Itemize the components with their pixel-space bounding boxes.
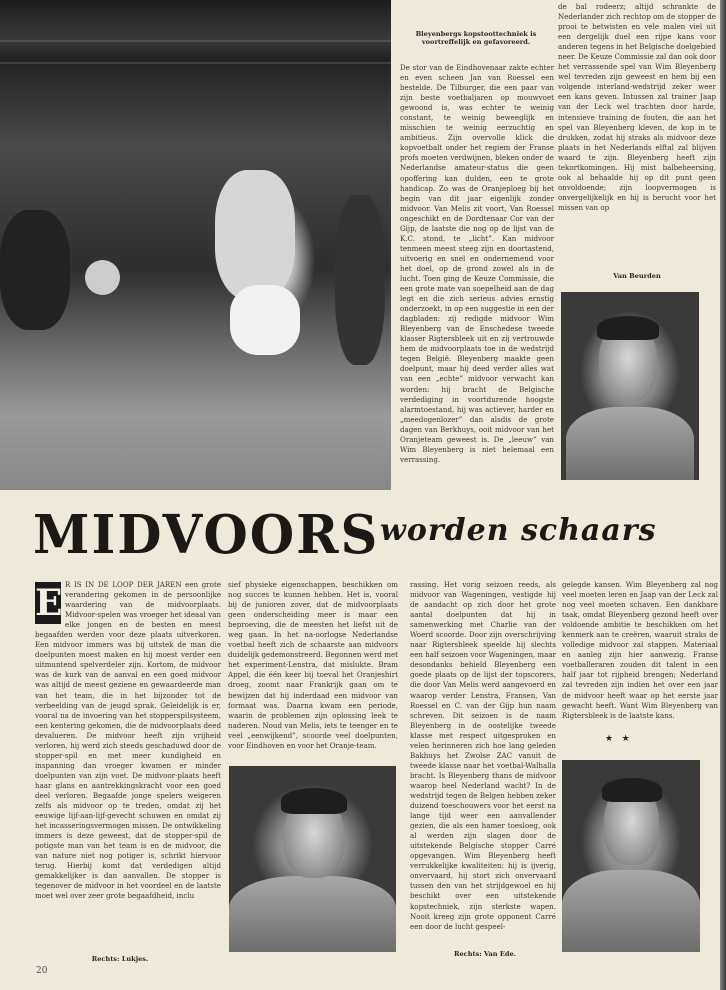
headline-sub: worden schaars (380, 513, 657, 548)
drop-cap: E (35, 582, 63, 624)
article-column-top-middle: De stor van de Eindhovenaar zakte echter en even scheen Jan van Roessel een bestelde. De Tilburger, die een paar van zijn beste voetbaljaren op mouwvoet gewoond is, was echter te weinig constant, te weinig beweeglijk en misschien te weinig eerzuchtig en ambitieus. Zijn overvolle klick die kopvoetbalt onder het regiem der Franse profs moeten verdwijnen, bleken onder de Nederlandse amateur-status die geen opoffering kan dulden, een te grote handicap. Zo was de Oranjeploeg bij het begin van dit jaar eigenlijk zonder midvoor. Van Melis zit voort, Van Roessel ongeschikt en de Dordtenaar Cor van der Gijp, de laatste die nog op de lijst van de K.C. stond, te „licht”. Kan midvoor tenmeen meest steeg zijn en doortastend, uitvoerig en snel en ondernemend voor het doel, op de grond zowel als in de lucht. Toen ging de Keuze Commissie, die een grote mate van soepelheid aan de dag legt en die zich serieus advies ernstig onderzoekt, in op een suggestie in een der dagbladen: zij redigde midvoor Wim Bleyenberg van de Enschedese tweede klasser Rigtersbleek uit en zij vertrouwde hem de midvoorplaats toe in de wedstrijd tegen België. Bleyenberg maakte geen doelpunt, maar hij deed verder alles wat van een „echte” midvoor verwacht kan worden: hij bracht de Belgische verdediging in voortdurende hoogste alarmtoestand, hij was actiever, harder en „meedogenlozer” dan alsdis de grote dagen van Berkhuys, ooit midvoor van het Oranjeteam geweest is. De „leeuw” van Wim Bleyenberg is niet helemaal een verrassing. (400, 63, 554, 464)
article-column-3: rassing. Het vorig seizoen reeds, als midvoor van Wageningen, vestigde hij de aandacht op zich door het grote aantal doelpunten dat hij in samenwerking met Charlie van der Woerd scoorde. Door zijn overschrijving naar Rigtersbleek speelde hij slechts een half seizoen voor Wageningen, maar desondanks behield Bleyenberg een goede plaats op de lijst der topscorers, die door Van Melis werd aangevoerd en waarop verder Lenstra, Fransen, Van Roessel en C. van der Gijp hun naam schreven. Dit seizoen is de naam Bleyenberg in de oostelijke tweede klasse met respect uitgesproken en velen herinneren zich hoe lang geleden Bakhuys het Zwolse ZAC vanuit de tweede klasse naar het voetbal-Walhalla bracht. Is Bleyenberg thans de midvoor waarop heel Nederland wacht? In de wedstrijd tegen de Belgen hebben zeker duizend toeschouwers voor het eerst na lange tijd weer een aanvallender gezien, die als een hamer toesloeg, ook al werden zijn slagen door de uitstekende Belgische stopper Carré opgevangen. Wim Bleyenberg heeft verrukkelijke kwaliteiten: hij is ijverig, onvervaard, hij stort zich onvervaard tussen den van het strijdgewoel en hij beschikt over een uitstekende kopstechniek, zijn sterkste wapen. Nooit kreeg zijn grote opponent Carré een door de lucht gespeel- (410, 580, 556, 931)
portrait-photo-player-right (562, 760, 700, 952)
article-column-4: gelegde kansen. Wim Bleyenberg zal nog veel moeten leren en Jaap van der Leck zal nog veel moeten schaven. Een dankbare taak, omdat Bleyenberg gezond heeft over voldoende ambitie te beschikken om het kenmerk aan te creëren, waaruit straks de volledige midvoor zal stappen. Materiaal en aanleg zijn hier aanwezig. Franse voetballeraren zouden dit talent in een half jaar tot rijpheid brengen; Nederland zal tevreden zijn indien het over een jaar de midvoor heeft waar op het eerste jaar gewacht heeft. Want Wim Bleyenberg van Rigtersbleek is de laatste kans. (562, 580, 718, 720)
section-end-stars: ★ ★ (605, 734, 630, 744)
article-column-1 (35, 580, 221, 932)
article-column-1-text: R IS IN DE LOOP DER JAREN een grote verandering gekomen in de persoonlijke waardering van de midvoorplaats. Midvoor-spelen was vroeger het ideaal van elke jongen en de besten en meest begaafden werden voor deze plaats uitverkoren. Een midvoor immers was bij uitstek de man die doelpunten moest maken en hij moest verder een uitmuntend spelverdeler zijn. Kortom, de midvoor was de kurk van de aanval en een goed midvoor was altijd de meest geziene en gewaardeerde man van het team, die in het bijzonder tot de verbeelding van de jeugd sprak. Geleidelijk is er, vooral na de invoering van het stopperspilsysteem, een kentering gekomen, die de midvoorplaats deed devalueren. De midvoor heeft zijn vrijheid verloren, hij werd zich steeds geschaduwd door de stopper-spil en met meer kundigheid en inspanning dan vroeger kwamen er minder doelpunten van zijn voet. De midvoor-plaats heeft haar glans en aantrekkingskracht voor een goed deel verloren. Begaafde jonge spelers weigeren zelfs als midvoor op te treden, omdat zij het eeuwige lijf-aan-lijf-gevecht schuwen en omdat zij het incasseringsvermogen missen. De ontwikkeling immers is deze geweest, dat de stopper-spil de potigste man van het team is en de midvoor, die van nature niet nog potiger is, schrikt hiervoor terug. Hierbij komt dat verdedigen altijd gemakkelijker is dan aanvallen. De stopper is tegenover de midvoor in het voordeel en de laatste moet wel over zeer grote begaafdheid, inclu (35, 580, 221, 901)
shirt (562, 870, 700, 952)
stadium-roof-line (0, 62, 391, 64)
stadium-roof-line (0, 40, 391, 42)
photo-caption-top: Bleyenbergs kopstoottechniek is voortreffelijk en gefavoreerd. (415, 30, 537, 46)
ball (85, 260, 120, 295)
page-number: 20 (36, 966, 48, 976)
hair (281, 788, 347, 814)
player-center-figure (215, 170, 295, 300)
photo-credit-left: Rechts: Lukjes. (91, 955, 149, 963)
article-column-2: sief physieke eigenschappen, beschikken om nog succes te kunnen hebben. Het is, vooral bij de junioren zover, dat de midvoorplaats geen onderscheiding meer is maar een beproeving, die de meesten het liefst uit de weg gaan. In het na-oorlogse Nederlandse voetbal heeft zich de schaarste aan midvoors duidelijk gedemonstreerd. Begonnen werd met het experiment-Lenstra, dat mislukte. Bram Appel, die één keer bij toeval het Oranjeshirt droeg, zoomt naar Frankrijk gaan om te bewijzen dat hij inderdaad een midvoor van formaat was. Daarna kwam een periode, waarin de problemen zijn oplossing leek te naderen. Noud van Melis, iets te teenger en te veel „eenwijkend”, scoorde veel doelpunten, voor Eindhoven en voor het Oranje-team. (228, 580, 398, 750)
hair (597, 316, 659, 340)
hero-match-photo (0, 0, 391, 490)
headline-main: MIDVOORS (33, 503, 380, 567)
goalkeeper-figure (0, 210, 70, 330)
hair (602, 778, 662, 802)
portrait-photo-bleyenberg-top (561, 292, 699, 480)
article-column-top-right: de bal rodeerz; altijd schrankte de Nederlander zich rechtop om de stopper de prooi te betwisten en vele malen viel uit een dergelijk duel een rijpe kans voor anderen tegens in het Belgische doelgebied neer. De Keuze Commissie zal dan ook door het verrassende spel van Wim Bleyenberg wel tevreden zijn geweest en hem bij een volgende interland-wedstrijd zeker weer een kans geven. Intussen zal trainer Jaap van der Leck wel trachten door harde, intensieve training de fouten, die aan het spel van Bleyenberg kleven, de kop in te drukken, zodat hij straks als midvoor deze plaats in het Nederlands elftal zal blijven waard te zijn. Bleyenberg heeft zijn tekortkomingen. Hij mist balbeheersing, ook al behaalde hij op dit punt geen onvoldoende; zijn loopvermogen is onvergelijkelijk en hij is berucht voor het missen van op (558, 2, 716, 212)
portrait-photo-player-left (229, 766, 396, 952)
page-edge-shadow (720, 0, 726, 990)
shirt (229, 876, 396, 952)
player-right-figure (335, 195, 385, 365)
photo-credit-right: Rechts: Van Ede. (454, 950, 516, 958)
shirt (566, 407, 694, 480)
photo-credit-top: Van Beurden (613, 272, 661, 280)
player-shorts (230, 285, 300, 355)
